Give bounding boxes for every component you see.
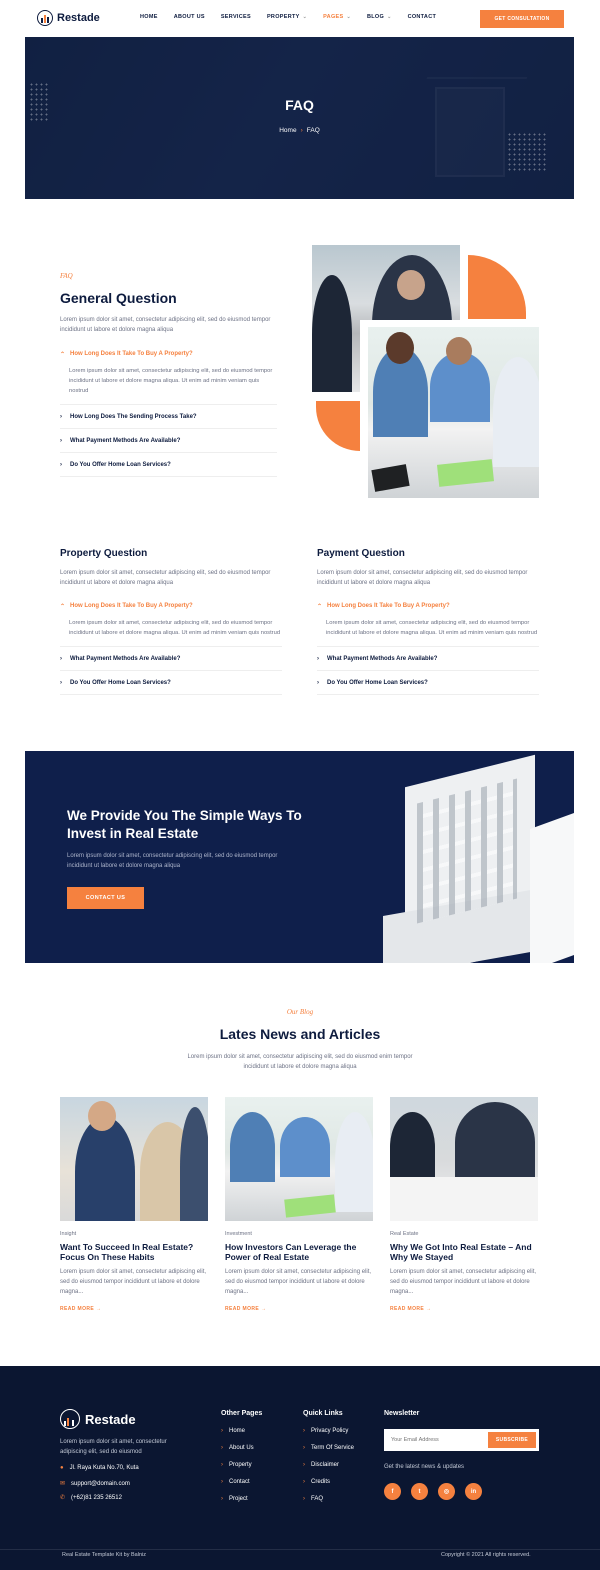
nav-item-label: ABOUT US: [173, 14, 205, 20]
newsletter-note: Get the latest news & updates: [384, 1464, 465, 1470]
faq-question-label: Do You Offer Home Loan Services?: [70, 679, 171, 686]
post-title[interactable]: Want To Succeed In Real Estate? Focus On These Habits: [60, 1242, 194, 1262]
newsletter-email-input[interactable]: [387, 1437, 488, 1443]
photo-detail: [390, 1112, 435, 1182]
nav-item-services[interactable]: [221, 14, 251, 20]
footer-link-label: Home: [229, 1428, 246, 1434]
chevron-right-icon: ›: [317, 679, 319, 686]
nav-item-pages[interactable]: [323, 14, 351, 20]
footer-link-label: About Us: [229, 1445, 254, 1451]
nav-item-about-us[interactable]: [174, 14, 205, 20]
photo-detail: [335, 1112, 373, 1212]
faq-question[interactable]: [60, 453, 277, 477]
handshake-photo: [368, 327, 539, 498]
footer-link[interactable]: [303, 1462, 339, 1468]
photo-detail: [446, 337, 472, 365]
post-excerpt: Lorem ipsum dolor sit amet, consectetur adipiscing elit, sed do eiusmod tempor incididunt ut labore et dolore magna...: [390, 1269, 537, 1295]
read-more-link[interactable]: READ MORE →: [60, 1306, 102, 1312]
property-intro: Lorem ipsum dolor sit amet, consectetur adipiscing elit, sed do eiusmod tempor incididunt ut labore et dolore magna aliqua: [60, 570, 271, 586]
faq-question-label: How Long Does It Take To Buy A Property?: [327, 603, 450, 609]
nav-item-label: PROPERTY: [266, 14, 300, 20]
site-footer: [0, 1366, 600, 1570]
footer-link[interactable]: [221, 1428, 245, 1434]
photo-detail: [493, 357, 539, 467]
payment-question-title: Payment Question: [317, 548, 405, 559]
faq-question-label: How Long Does It Take To Buy A Property?: [70, 351, 193, 357]
nav-item-label: SERVICES: [220, 14, 251, 20]
chevron-right-icon: ›: [303, 1496, 305, 1502]
chevron-right-icon: ›: [221, 1496, 223, 1502]
faq-question[interactable]: [317, 671, 539, 695]
photo-detail: [397, 270, 425, 300]
chevron-right-icon: ›: [221, 1428, 223, 1434]
address-text: Jl. Raya Kuta No.70, Kuta: [69, 1465, 139, 1471]
invest-banner: [25, 751, 574, 963]
chevron-down-icon: ⌄: [302, 14, 308, 20]
get-consultation-button[interactable]: GET CONSULTATION: [480, 10, 564, 28]
nav-item-label: PAGES: [323, 14, 344, 20]
footer-divider: [0, 1549, 600, 1550]
footer-link-label: Project: [229, 1496, 248, 1502]
chevron-down-icon: ⌄: [346, 14, 351, 20]
nav-item-contact[interactable]: [408, 14, 437, 20]
photo-detail: [390, 1177, 538, 1221]
nav-item-property[interactable]: [267, 14, 307, 20]
facebook-icon[interactable]: f: [384, 1483, 401, 1500]
photo-detail: [371, 464, 409, 492]
banner-title: We Provide You The Simple Ways To Invest in Real Estate: [67, 808, 302, 841]
hero-overlay: [25, 37, 574, 199]
general-question-title: General Question: [60, 290, 177, 306]
linkedin-icon[interactable]: in: [465, 1483, 482, 1500]
footer-credit: Real Estate Template Kit by Balniz: [62, 1552, 146, 1558]
building-block: [530, 813, 574, 963]
footer-brand-name: Restade: [85, 1411, 136, 1427]
footer-link[interactable]: [221, 1496, 248, 1502]
blog-intro: Lorem ipsum dolor sit amet, consectetur adipiscing elit, sed do eiusmod enim tempor incididunt ut labore et dolore magna aliqua: [187, 1054, 413, 1070]
footer-brand[interactable]: [60, 1409, 136, 1429]
photo-detail: [386, 332, 414, 364]
faq-question-label: Do You Offer Home Loan Services?: [327, 679, 428, 686]
main-nav: [140, 14, 452, 20]
brand-name: Restade: [57, 12, 100, 24]
twitter-icon[interactable]: t: [411, 1483, 428, 1500]
post-excerpt: Lorem ipsum dolor sit amet, consectetur adipiscing elit, sed do eiusmod tempor incididunt ut labore et dolore magna...: [60, 1269, 207, 1295]
property-question-title: Property Question: [60, 548, 148, 559]
site-header: [0, 0, 600, 37]
payment-faq-list: [317, 594, 539, 695]
faq-question[interactable]: [60, 429, 277, 453]
other-pages-heading: Other Pages: [221, 1410, 263, 1417]
brand-logo[interactable]: [37, 10, 100, 26]
nav-item-label: CONTACT: [407, 14, 437, 20]
logo-icon: [37, 10, 53, 26]
photo-detail: [230, 1112, 275, 1182]
subscribe-button[interactable]: SUBSCRIBE: [488, 1432, 536, 1448]
chevron-right-icon: ›: [300, 127, 303, 134]
footer-email[interactable]: [60, 1480, 130, 1487]
footer-link[interactable]: [221, 1479, 250, 1485]
chevron-right-icon: ›: [60, 679, 62, 686]
newsletter-heading: Newsletter: [384, 1410, 420, 1417]
post-category[interactable]: Investment: [225, 1231, 252, 1237]
chevron-right-icon: ›: [303, 1479, 305, 1485]
faq-kicker: FAQ: [60, 272, 73, 280]
faq-question[interactable]: [60, 671, 282, 695]
footer-link-label: Term Of Service: [311, 1445, 355, 1451]
faq-question-label: What Payment Methods Are Available?: [70, 655, 181, 662]
chevron-right-icon: ›: [60, 461, 62, 468]
post-title[interactable]: How Investors Can Leverage the Power of Real Estate: [225, 1242, 357, 1262]
footer-about: Lorem ipsum dolor sit amet, consectetur adipiscing elit, sed do eiusmod: [60, 1439, 167, 1455]
nav-item-label: HOME: [140, 14, 158, 20]
faq-question-open[interactable]: [60, 342, 277, 366]
footer-link-label: Contact: [229, 1479, 250, 1485]
page-hero: [25, 37, 574, 199]
post-image[interactable]: [60, 1097, 208, 1221]
nav-item-blog[interactable]: [367, 14, 392, 20]
photo-detail: [437, 459, 494, 487]
blog-kicker: Our Blog: [286, 1008, 314, 1016]
instagram-icon[interactable]: ◎: [438, 1483, 455, 1500]
footer-link[interactable]: [303, 1428, 348, 1434]
chevron-right-icon: ›: [60, 437, 62, 444]
breadcrumb-home[interactable]: Home: [279, 127, 297, 134]
breadcrumb: [25, 127, 574, 134]
orange-quarter-shape: [468, 255, 526, 319]
footer-link-label: Credits: [311, 1479, 331, 1485]
breadcrumb-current: FAQ: [306, 127, 320, 134]
chevron-up-icon: ⌃: [317, 603, 323, 610]
footer-link-label: FAQ: [311, 1496, 324, 1502]
blog-title: Lates News and Articles: [219, 1026, 381, 1042]
faq-question-open[interactable]: [60, 594, 282, 618]
orange-quarter-shape: [316, 401, 360, 451]
post-excerpt: Lorem ipsum dolor sit amet, consectetur adipiscing elit, sed do eiusmod tempor incididunt ut labore et dolore magna...: [225, 1269, 372, 1295]
email-text: support@domain.com: [71, 1480, 130, 1487]
footer-link[interactable]: [303, 1445, 354, 1451]
photo-detail: [75, 1117, 135, 1221]
faq-question[interactable]: [60, 647, 282, 671]
footer-link-label: Property: [229, 1462, 252, 1468]
faq-answer: Lorem ipsum dolor sit amet, consectetur adipiscing elit, sed do eiusmod tempor incididunt ut labore et dolore magna aliqua. Ut enim ad minim veniam quis nostrud: [60, 366, 277, 405]
payment-intro: Lorem ipsum dolor sit amet, consectetur adipiscing elit, sed do eiusmod tempor incididunt ut labore et dolore magna aliqua: [317, 570, 528, 586]
footer-link[interactable]: [303, 1479, 330, 1485]
chevron-right-icon: ›: [317, 655, 319, 662]
chevron-right-icon: ›: [303, 1428, 305, 1434]
chevron-right-icon: ›: [221, 1462, 223, 1468]
map-pin-icon: ●: [60, 1465, 64, 1471]
page-title: FAQ: [285, 97, 314, 113]
general-faq-list: [60, 342, 277, 477]
nav-item-label: BLOG: [366, 14, 385, 20]
footer-link[interactable]: [221, 1462, 252, 1468]
post-category[interactable]: Real Estate: [390, 1231, 419, 1237]
mail-icon: ✉: [60, 1481, 66, 1487]
faq-answer: Lorem ipsum dolor sit amet, consectetur adipiscing elit, sed do eiusmod tempor incididunt ut labore et dolore magna aliqua. Ut enim ad minim veniam quis nostrud: [317, 618, 539, 647]
nav-item-home[interactable]: [140, 14, 158, 20]
photo-detail: [180, 1107, 208, 1221]
logo-icon: [60, 1409, 80, 1429]
property-faq-list: [60, 594, 282, 695]
banner-text: Lorem ipsum dolor sit amet, consectetur adipiscing elit, sed do eiusmod tempor incididunt ut labore et dolore magna aliqua: [67, 853, 278, 869]
chevron-right-icon: ›: [60, 413, 62, 420]
chevron-up-icon: ⌃: [60, 351, 66, 358]
footer-phone[interactable]: [60, 1494, 122, 1501]
building-windows: [417, 779, 517, 924]
footer-link[interactable]: [221, 1445, 254, 1451]
faq-question-label: What Payment Methods Are Available?: [327, 655, 438, 662]
dot-pattern: [507, 132, 547, 172]
photo-detail: [312, 275, 352, 392]
chevron-down-icon: ⌄: [387, 14, 392, 20]
chevron-right-icon: ›: [221, 1445, 223, 1451]
post-image[interactable]: [390, 1097, 538, 1221]
footer-copyright: Copyright © 2021 All rights reserved.: [441, 1552, 531, 1558]
post-image[interactable]: [225, 1097, 373, 1221]
post-category[interactable]: Insight: [60, 1231, 77, 1237]
faq-answer: Lorem ipsum dolor sit amet, consectetur adipiscing elit, sed do eiusmod tempor incididunt ut labore et dolore magna aliqua. Ut enim ad minim veniam quis nostrud: [60, 618, 282, 647]
general-intro: Lorem ipsum dolor sit amet, consectetur adipiscing elit, sed do eiusmod tempor incididunt ut labore et dolore magna aliqua: [60, 317, 271, 333]
footer-link-label: Disclaimer: [311, 1462, 340, 1468]
phone-text: (+62)81 235 26512: [71, 1494, 122, 1501]
faq-question[interactable]: [60, 405, 277, 429]
chevron-right-icon: ›: [60, 655, 62, 662]
footer-link[interactable]: [303, 1496, 323, 1502]
footer-address: [60, 1465, 139, 1471]
faq-question-label: How Long Does The Sending Process Take?: [70, 413, 197, 420]
photo-detail: [455, 1102, 535, 1182]
post-title[interactable]: Why We Got Into Real Estate – And Why We Stayed: [390, 1242, 532, 1262]
faq-question[interactable]: [317, 647, 539, 671]
phone-icon: ✆: [60, 1495, 66, 1501]
read-more-link[interactable]: READ MORE →: [390, 1306, 432, 1312]
chevron-right-icon: ›: [303, 1445, 305, 1451]
photo-detail: [284, 1194, 336, 1217]
chevron-right-icon: ›: [303, 1462, 305, 1468]
quick-links-heading: Quick Links: [303, 1410, 343, 1417]
chevron-right-icon: ›: [221, 1479, 223, 1485]
photo-detail: [280, 1117, 330, 1177]
faq-question-label: Do You Offer Home Loan Services?: [70, 461, 171, 468]
newsletter-form: [384, 1429, 539, 1451]
footer-link-label: Privacy Policy: [311, 1428, 349, 1434]
faq-question-label: How Long Does It Take To Buy A Property?: [70, 603, 193, 609]
faq-question-label: What Payment Methods Are Available?: [70, 437, 181, 444]
handshake-photo-frame: [360, 320, 539, 498]
read-more-link[interactable]: READ MORE →: [225, 1306, 267, 1312]
photo-detail: [88, 1101, 116, 1131]
contact-us-button[interactable]: CONTACT US: [67, 887, 144, 909]
faq-question-open[interactable]: [317, 594, 539, 618]
chevron-up-icon: ⌃: [60, 603, 66, 610]
